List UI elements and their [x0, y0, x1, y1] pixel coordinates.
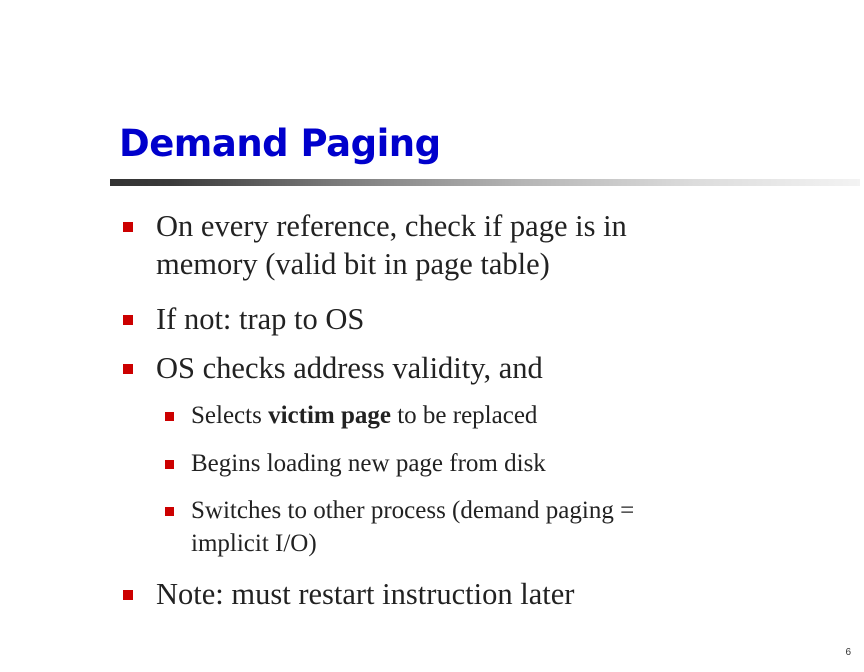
sub-bullet-item-victim-page	[191, 399, 537, 432]
bullet-text: If not: trap to OS	[156, 302, 365, 336]
title-divider	[110, 179, 860, 186]
slide-title: Demand Paging	[119, 122, 441, 165]
sub-bullet-item-loading-page	[191, 447, 546, 480]
bullet-text-line: Switches to other process (demand paging =	[191, 497, 635, 524]
bullet-item-page-check	[156, 207, 627, 283]
bullet-text: Begins loading new page from disk	[191, 450, 546, 477]
square-bullet-icon	[165, 412, 174, 421]
square-bullet-icon	[165, 460, 174, 469]
bullet-text-prefix: Selects	[191, 402, 269, 429]
bullet-text-line: memory (valid bit in page table)	[156, 247, 550, 281]
sub-bullet-item-switch-process	[191, 494, 634, 560]
square-bullet-icon	[123, 315, 133, 325]
square-bullet-icon	[123, 364, 133, 374]
bullet-item-trap-to-os	[156, 300, 364, 338]
bullet-text-line: implicit I/O)	[191, 530, 317, 557]
slide-number: 6	[845, 647, 851, 658]
bullet-text: OS checks address validity, and	[156, 351, 543, 385]
square-bullet-icon	[165, 507, 174, 516]
bullet-text-line: On every reference, check if page is in	[156, 209, 627, 243]
bullet-emphasis: victim page	[268, 402, 391, 429]
bullet-text	[191, 399, 537, 432]
square-bullet-icon	[123, 222, 133, 232]
square-bullet-icon	[123, 590, 133, 600]
bullet-text-suffix: to be replaced	[390, 402, 538, 429]
bullet-item-address-validity	[156, 349, 543, 387]
bullet-item-restart-instruction	[156, 575, 574, 613]
bullet-text: Note: must restart instruction later	[156, 577, 575, 611]
